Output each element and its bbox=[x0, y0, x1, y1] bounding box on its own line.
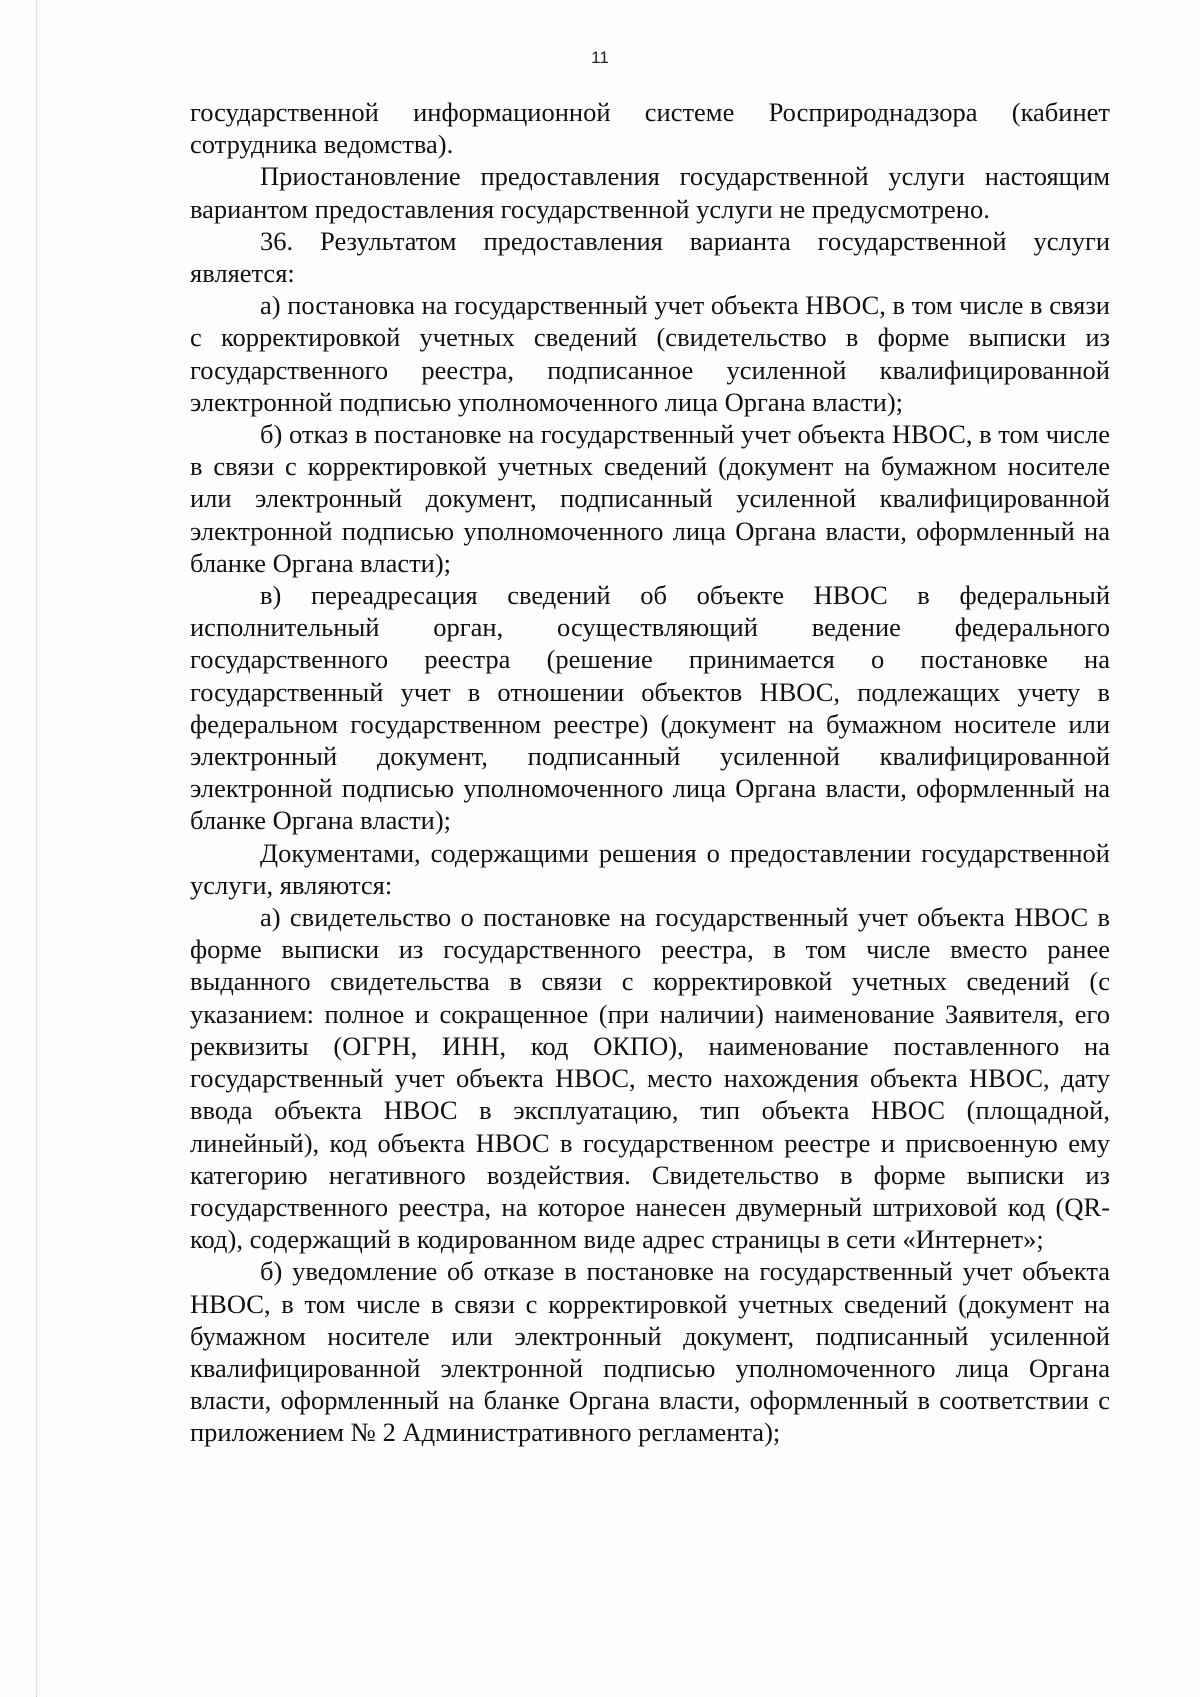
document-body bbox=[190, 96, 1110, 1449]
paragraph-result-v: в) переадресация сведений об объекте НВОС в федеральный исполнительный орган, осуществляющий ведение федерального государственного реестра (решение принимается о постановке на государственный учет в отношении объектов НВОС, подлежащих учету в федеральном государственном реестре) (документ на бумажном носителе или электронный документ, подписанный усиленной квалифицированной электронной подписью уполномоченного лица Органа власти, оформленный на бланке Органа власти); bbox=[190, 580, 1110, 836]
paragraph-documents-intro: Документами, содержащими решения о предоставлении государственной услуги, являются: bbox=[190, 837, 1110, 900]
paragraph-continuation: государственной информационной системе Росприроднадзора (кабинет сотрудника ведомства). bbox=[190, 97, 1110, 160]
page-number: 11 bbox=[591, 48, 609, 67]
paragraph-suspension: Приостановление предоставления государственной услуги настоящим вариантом предоставления государственной услуги не предусмотрено. bbox=[190, 161, 1110, 224]
paragraph-document-a: а) свидетельство о постановке на государственный учет объекта НВОС в форме выписки из государственного реестра, в том числе вместо ранее выданного свидетельства в связи с корректировкой учетных сведений (с указанием: полное и сокращенное (при наличии) наименование Заявителя, его реквизиты (ОГРН, ИНН, код ОКПО), наименование поставленного на государственный учет объекта НВОС, место нахождения объекта НВОС, дату ввода объекта НВОС в эксплуатацию, тип объекта НВОС (площадной, линейный), код объекта НВОС в государственном реестре и присвоенную ему категорию негативного воздействия. Свидетельство в форме выписки из государственного реестра, на которое нанесен двумерный штриховой код (QR-код), содержащий в кодированном виде адрес страницы в сети «Интернет»; bbox=[190, 902, 1110, 1255]
paragraph-result-a: а) постановка на государственный учет объекта НВОС, в том числе в связи с корректировкой учетных сведений (свидетельство в форме выписки из государственного реестра, подписанное усиленной квалифицированной электронной подписью уполномоченного лица Органа власти); bbox=[190, 290, 1110, 417]
paragraph-result-b: б) отказ в постановке на государственный учет объекта НВОС, в том числе в связи с корректировкой учетных сведений (документ на бумажном носителе или электронный документ, подписанный усиленной квалифицированной электронной подписью уполномоченного лица Органа власти, оформленный на бланке Органа власти); bbox=[190, 419, 1110, 578]
paragraph-item-36: 36. Результатом предоставления варианта государственной услуги является: bbox=[190, 225, 1110, 289]
paragraph-document-b: б) уведомление об отказе в постановке на государственный учет объекта НВОС, в том числе в связи с корректировкой учетных сведений (документ на бумажном носителе или электронный документ, подписанный усиленной квалифицированной электронной подписью уполномоченного лица Органа власти, оформленный на бланке Органа власти, оформленный в соответствии с приложением № 2 Административного регламента); bbox=[190, 1256, 1110, 1448]
scan-edge-line bbox=[36, 0, 38, 1697]
